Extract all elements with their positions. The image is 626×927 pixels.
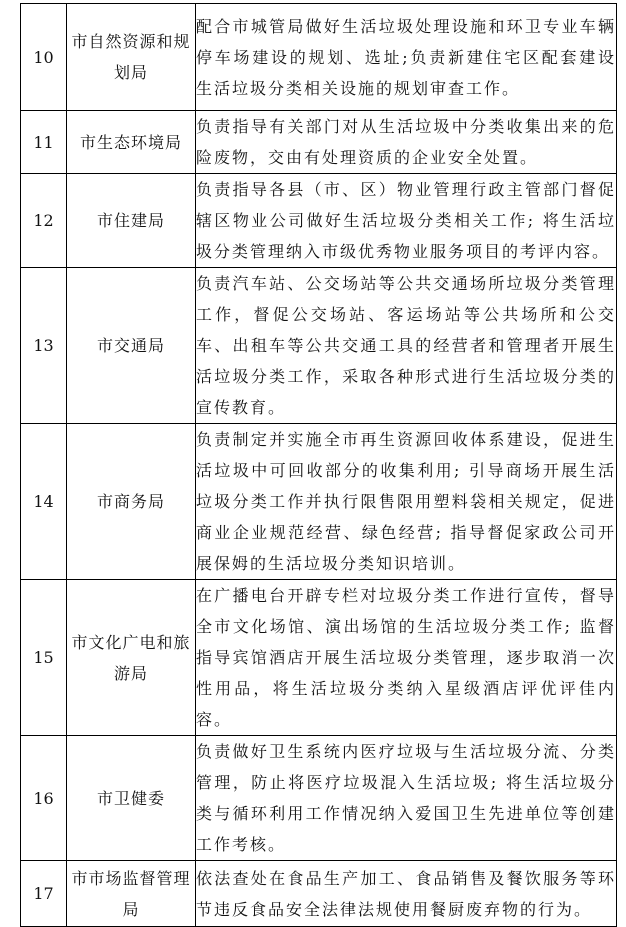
responsibility-text: 负责做好卫生系统内医疗垃圾与生活垃圾分流、分类管理，防止将医疗垃圾混入生活垃圾; 将生活垃圾分类与循环利用工作情况纳入爱国卫生先进单位等创建工作考核。 <box>196 736 617 861</box>
responsibility-text: 负责指导有关部门对从生活垃圾中分类收集出来的危险废物，交由有处理资质的企业安全处置。 <box>196 111 617 174</box>
responsibility-table <box>20 3 617 927</box>
table-row <box>21 111 617 174</box>
row-number: 14 <box>21 424 67 580</box>
table-row <box>21 4 617 111</box>
row-number: 13 <box>21 268 67 424</box>
responsibility-text: 负责指导各县（市、区）物业管理行政主管部门督促辖区物业公司做好生活垃圾分类相关工作; 将生活垃圾分类管理纳入市级优秀物业服务项目的考评内容。 <box>196 174 617 268</box>
responsibility-table-body <box>21 4 617 927</box>
department-name: 市市场监督管理局 <box>67 861 196 927</box>
row-number: 10 <box>21 4 67 111</box>
row-number: 17 <box>21 861 67 927</box>
responsibility-text: 负责制定并实施全市再生资源回收体系建设，促进生活垃圾中可回收部分的收集利用; 引导商场开展生活垃圾分类工作并执行限售限用塑料袋相关规定，促进商业企业规范经营、绿色经营; 指导督促家政公司开展保姆的生活垃圾分类知识培训。 <box>196 424 617 580</box>
row-number: 15 <box>21 580 67 736</box>
table-row <box>21 174 617 268</box>
table-row <box>21 736 617 861</box>
department-name: 市商务局 <box>67 424 196 580</box>
row-number: 11 <box>21 111 67 174</box>
table-row <box>21 268 617 424</box>
table-row <box>21 580 617 736</box>
department-name: 市交通局 <box>67 268 196 424</box>
department-name: 市生态环境局 <box>67 111 196 174</box>
department-name: 市自然资源和规划局 <box>67 4 196 111</box>
row-number: 16 <box>21 736 67 861</box>
responsibility-text: 负责汽车站、公交场站等公共交通场所垃圾分类管理工作，督促公交场站、客运场站等公共场所和公交车、出租车等公共交通工具的经营者和管理者开展生活垃圾分类工作，采取各种形式进行生活垃圾分类的宣传教育。 <box>196 268 617 424</box>
department-name: 市卫健委 <box>67 736 196 861</box>
department-name: 市住建局 <box>67 174 196 268</box>
responsibility-text: 依法查处在食品生产加工、食品销售及餐饮服务等环节违反食品安全法律法规使用餐厨废弃物的行为。 <box>196 861 617 927</box>
responsibility-text: 在广播电台开辟专栏对垃圾分类工作进行宣传，督导全市文化场馆、演出场馆的生活垃圾分类工作; 监督指导宾馆酒店开展生活垃圾分类管理，逐步取消一次性用品，将生活垃圾分类纳入星级酒店评优评佳内容。 <box>196 580 617 736</box>
table-row <box>21 861 617 927</box>
responsibility-text: 配合市城管局做好生活垃圾处理设施和环卫专业车辆停车场建设的规划、选址;负责新建住宅区配套建设生活垃圾分类相关设施的规划审查工作。 <box>196 4 617 111</box>
department-name: 市文化广电和旅游局 <box>67 580 196 736</box>
table-row <box>21 424 617 580</box>
row-number: 12 <box>21 174 67 268</box>
